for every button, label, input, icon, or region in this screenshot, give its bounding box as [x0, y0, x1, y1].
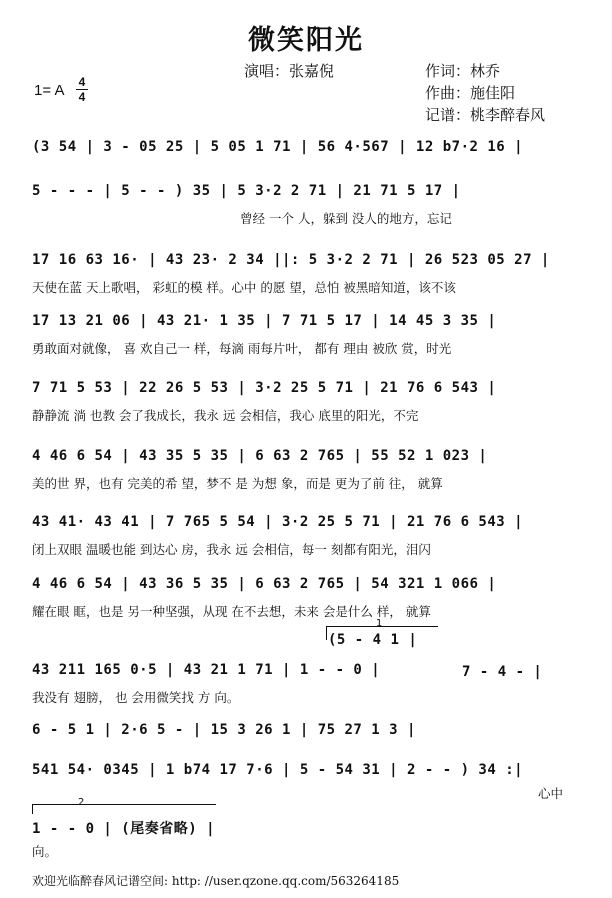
score-row-3-notes: 17 16 63 16· | 43 23· 2 34 ||: 5 3·2 2 71 | 26 523 05 27 | [32, 252, 550, 268]
score-row-2-lyrics: 曾经 一个 人，躲到 没人的地方，忘记 [240, 211, 452, 226]
score-row-10-notes: 6 - 5 1 | 2·6 5 - | 15 3 26 1 | 75 27 1 3 | [32, 722, 416, 738]
score-row-6-notes: 4 46 6 54 | 43 35 5 35 | 6 63 2 765 | 55 52 1 023 | [32, 448, 488, 464]
volta-1-bracket-start [326, 626, 327, 640]
score-row-9-lyrics: 我没有 翅膀， 也 会用微笑找 方 向。 [32, 690, 240, 705]
song-title: 微笑阳光 [248, 25, 364, 56]
score-row-7-lyrics: 闭上双眼 温暖也能 到达心 房，我永 远 会相信，每一 刻都有阳光，泪闪 [32, 542, 431, 557]
key-signature: 1= A [34, 82, 65, 99]
score-row-5-notes: 7 71 5 53 | 22 26 5 53 | 3·2 25 5 71 | 21 76 6 543 | [32, 380, 497, 396]
volta-2-bracket-start [32, 804, 33, 814]
footer-link-text: 欢迎光临醉春风记谱空间: http: //user.qzone.qq.com/563264185 [32, 874, 400, 888]
score-row-12-lyrics: 向。 [32, 844, 58, 859]
score-row-2-notes: 5 - - - | 5 - - ) 35 | 5 3·2 2 71 | 21 71 5 17 | [32, 183, 461, 199]
transcriber-credit: 记谱：桃李醉春风 [425, 106, 546, 124]
time-signature [76, 76, 88, 103]
score-row-11-lyrics: 心中 [538, 786, 564, 801]
volta-1-notes: (5 - 4 1 | [328, 632, 418, 648]
volta-1-label: 1 [376, 618, 383, 629]
lyricist-credit: 作词：林乔 [425, 62, 501, 80]
score-row-11-notes: 541 54· 0345 | 1 b74 17 7·6 | 5 - 54 31 | 2 - - ) 34 :| [32, 762, 524, 778]
time-signature-bottom: 4 [78, 90, 86, 104]
score-row-7-notes: 43 41· 43 41 | 7 765 5 54 | 3·2 25 5 71 | 21 76 6 543 | [32, 514, 524, 530]
score-row-8-notes: 4 46 6 54 | 43 36 5 35 | 6 63 2 765 | 54 321 1 066 | [32, 576, 497, 592]
score-row-5-lyrics: 静静流 淌 也教 会了我成长，我永 远 会相信，我心 底里的阳光，不完 [32, 408, 419, 423]
time-signature-top: 4 [78, 75, 86, 89]
volta-2-label: 2 [78, 797, 85, 808]
singer-credit: 演唱：张嘉倪 [244, 62, 335, 80]
volta-2-bracket [32, 804, 216, 805]
score-row-4-notes: 17 13 21 06 | 43 21· 1 35 | 7 71 5 17 | 14 45 3 35 | [32, 313, 497, 329]
score-row-8-lyrics: 耀在眼 眶，也是 另一种坚强，从现 在不去想，未来 会是什么 样， 就算 [32, 604, 431, 619]
score-row-1-notes: (3 54 | 3 - 05 25 | 5 05 1 71 | 56 4·567 | 12 b7·2 16 | [32, 139, 524, 155]
score-row-12-notes: 1 - - 0 | (尾奏省略) | [32, 821, 216, 837]
score-row-6-lyrics: 美的世 界，也有 完美的希 望，梦不 是 为想 象，而是 更为了前 往， 就算 [32, 476, 443, 491]
score-row-9-notes: 43 211 165 0·5 | 43 21 1 71 | 1 - - 0 | [32, 662, 381, 678]
score-row-3-lyrics: 天使在蓝 天上歌唱， 彩虹的模 样。心中 的愿 望，总怕 被黑暗知道，该不该 [32, 280, 456, 295]
score-row-4-lyrics: 勇敢面对就像， 喜 欢自己一 样，每滴 雨每片叶， 都有 理由 被欣 赏，时光 [32, 341, 452, 356]
composer-credit: 作曲：施佳阳 [425, 84, 516, 102]
score-row-9-tail-notes: 7 - 4 - | [462, 664, 543, 680]
